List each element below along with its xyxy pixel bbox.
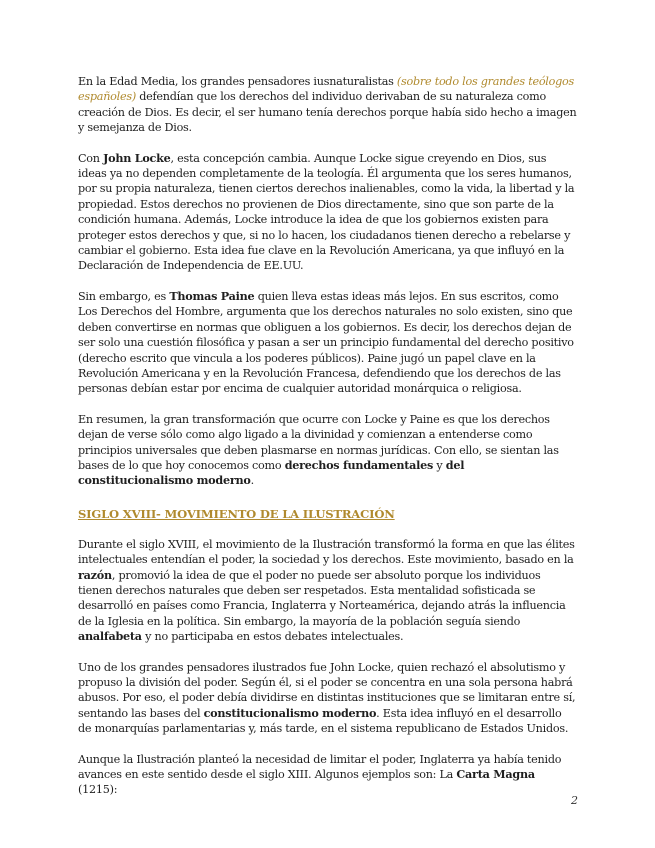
bold-term: analfabeta [78, 629, 142, 644]
text: En la Edad Media, los grandes pensadores iusnaturalistas [78, 75, 397, 88]
text: y no participaba en estos debates intelectuales. [141, 630, 404, 644]
paragraph-ilustracion [78, 537, 577, 645]
paragraph-paine [78, 289, 577, 397]
text: Sin embargo, es [78, 289, 170, 303]
text: Durante el siglo XVIII, el movimiento de la Ilustración transformó la forma en que las élites intelectuales entendían el poder, la sociedad y los derechos. Este movimiento, basado en la [78, 537, 575, 567]
section-heading: SIGLO XVIII- MOVIMIENTO DE LA ILUSTRACIÓN [78, 506, 395, 521]
text: quien lleva estas ideas más lejos. En sus escritos, como Los Derechos del Hombre, argumenta que los derechos naturales no solo existen, sino que deben convertirse en normas que obliguen a los gobiernos. Es decir, los derechos dejan de ser solo una cuestión filosófica y pasan a ser un principio fundamental del derecho positivo (derecho escrito que vincula a los poderes públicos). Paine jugó un papel clave en la Revolución Americana y en la Revolución Francesa, defendiendo que los derechos de las personas debían estar por encima de cualquier autoridad monárquica o religiosa. [78, 289, 574, 396]
paragraph-resumen [78, 412, 577, 489]
bold-term: Thomas Paine [169, 288, 255, 303]
paragraph-inglaterra [78, 752, 577, 798]
text: Uno de los grandes pensadores ilustrados fue John Locke, quien rechazó el absolutismo y propuso la división del poder. Según él, si el poder se concentra en una sola persona habrá abusos. Por eso, el poder debía dividirse en distintas instituciones que se limitaran entre sí, sentando las bases del [78, 660, 576, 720]
bold-term: derechos fundamentales [284, 457, 434, 472]
italic-note: (sobre todo los grandes teólogos españoles) [78, 75, 575, 104]
text: (1215): [78, 783, 118, 797]
text: En resumen, la gran transformación que ocurre con Locke y Paine es que los derechos dejan de verse sólo como algo ligado a la divinidad y comienzan a entenderse como principios universales que deben plasmarse en normas jurídicas. Con ello, se sientan las bases de lo que hoy conocemos como [78, 412, 559, 472]
paragraph-edad-media [78, 74, 577, 136]
paragraph-locke [78, 151, 577, 274]
bold-term: constitucionalismo moderno [203, 705, 377, 720]
text: . Esta idea influyó en el desarrollo de monarquías parlamentarias y, más tarde, en el sistema republicano de Estados Unidos. [78, 706, 569, 736]
bold-term: John Locke [103, 150, 171, 165]
text: , promovió la idea de que el poder no puede ser absoluto porque los individuos tienen derechos naturales que deben ser respetados. Esta mentalidad sofisticada se desarrolló en países como Francia, Inglaterra y Norteamérica, dejando atrás la influencia de la Iglesia en la política. Sin embargo, la mayoría de la población seguía siendo [78, 568, 566, 628]
text: y [433, 458, 446, 472]
bold-term: razón [78, 567, 112, 582]
paragraph-division-poder [78, 660, 577, 737]
text: Aunque la Ilustración planteó la necesidad de limitar el poder, Inglaterra ya había tenido avances en este sentido desde el siglo XIII. Algunos ejemplos son: La [78, 752, 562, 782]
bold-term: del constitucionalismo moderno [78, 457, 465, 488]
text: , esta concepción cambia. Aunque Locke sigue creyendo en Dios, sus ideas ya no dependen completamente de la teología. Él argumenta que los seres humanos, por su propia naturaleza, tienen ciertos derechos inalienables, como la vida, la libertad y la propiedad. Estos derechos no provienen de Dios directamente, sino que son parte de la condición humana. Además, Locke introduce la idea de que los gobiernos existen para proteger estos derechos y que, si no lo hacen, los ciudadanos tienen derecho a rebelarse y cambiar el gobierno. Esta idea fue clave en la Revolución Americana, ya que influyó en la Declaración de Independencia de EE.UU. [78, 151, 575, 273]
text: defendían que los derechos del individuo derivaban de su naturaleza como creación de Dios. Es decir, el ser humano tenía derechos porque había sido hecho a imagen y semejanza de Dios. [78, 90, 577, 135]
bold-term: Carta Magna [456, 767, 535, 782]
text: . [250, 474, 254, 488]
page-number: 2 [571, 794, 578, 807]
text: Con [78, 151, 104, 165]
